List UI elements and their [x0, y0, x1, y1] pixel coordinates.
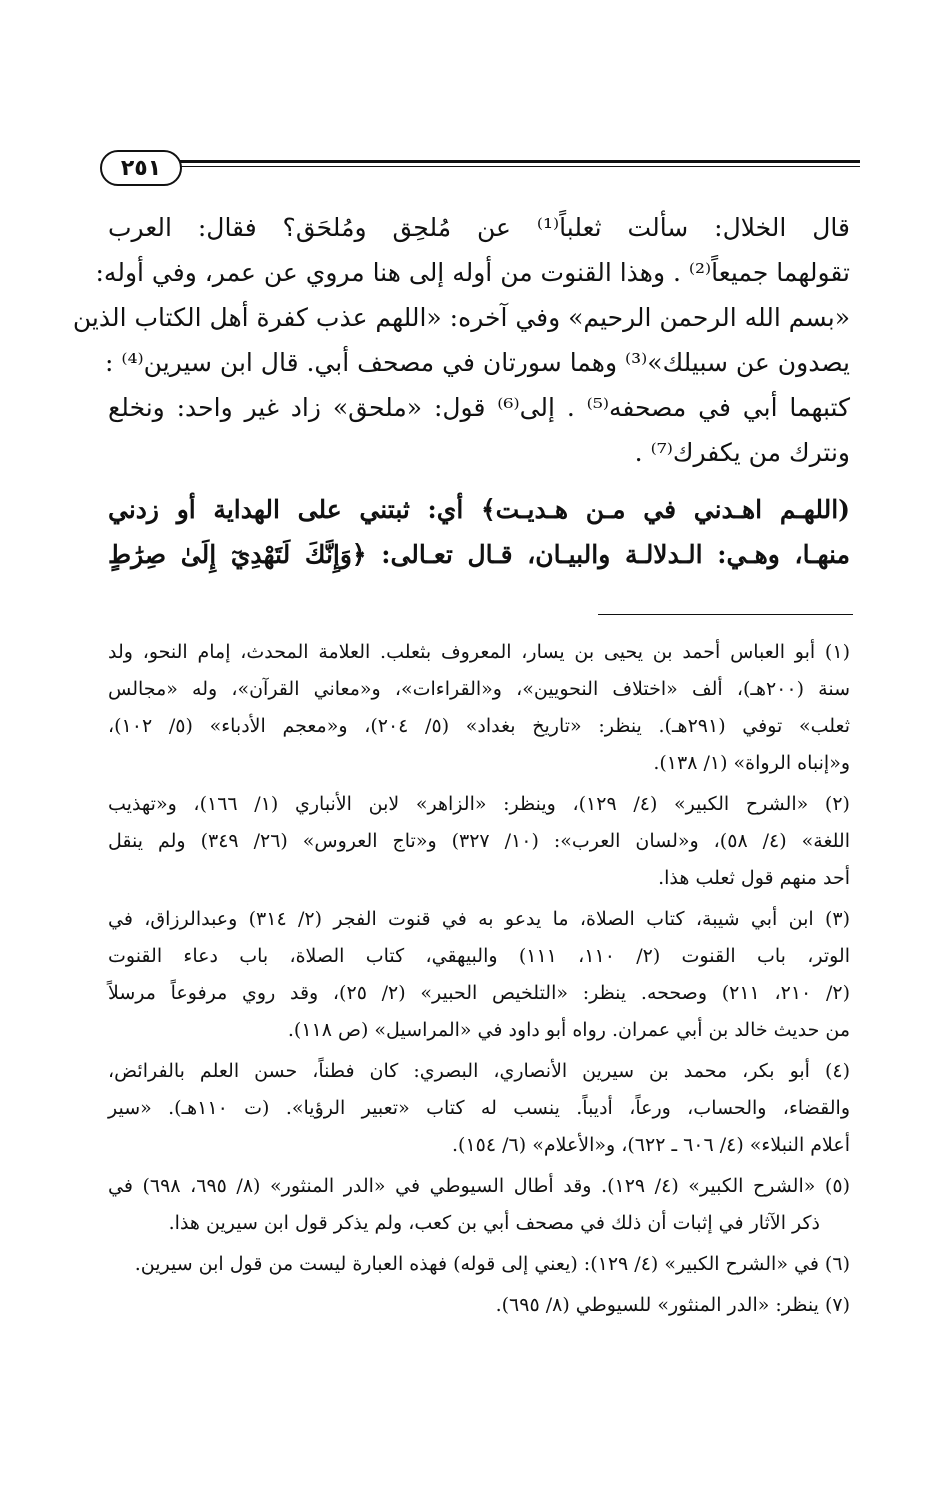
main-line-bold: (اللهـم اهـدني في مـن هـديـت﴾ أي: ثبتني على الهداية أو زدني	[108, 495, 850, 524]
footnote-line: من حديث خالد بن أبي عمران. رواه أبو داود في «المراسيل» (ص ١١٨).	[287, 1019, 850, 1041]
footnote-2	[108, 786, 850, 897]
footnote-line: (١) أبو العباس أحمد بن يحيى بن يسار، المعروف بثعلب. العلامة المحدث، إمام النحو، ولد	[108, 641, 850, 663]
footnote-line: و«إنباه الرواة» (١/ ١٣٨).	[653, 752, 850, 774]
page-header	[100, 150, 860, 190]
footnote-line: والقضاء، والحساب، ورعاً، أديباً. ينسب له كتاب «تعبير الرؤيا». (ت ١١٠هـ). «سير	[108, 1097, 850, 1119]
header-rule	[160, 160, 860, 163]
footnote-line: ذكر الآثار في إثبات أن ذلك في مصحف أبي بن كعب، ولم يذكر قول ابن سيرين هذا.	[168, 1212, 820, 1234]
footnote-line: (٥) «الشرح الكبير» (٤/ ١٢٩). وقد أطال السيوطي في «الدر المنثور» (٨/ ٦٩٥، ٦٩٨) في	[108, 1175, 850, 1197]
footnote-divider	[598, 614, 853, 615]
footnote-line: أعلام النبلاء» (٤/ ٦٠٦ ـ ٦٢٢)، و«الأعلام» (٦/ ١٥٤).	[452, 1134, 850, 1156]
footnote-1	[108, 634, 850, 782]
header-rule-thin	[160, 166, 860, 167]
footnote-line: (٣) ابن أبي شيبة، كتاب الصلاة، ما يدعو به في قنوت الفجر (٢/ ٣١٤) وعبدالرزاق، في	[108, 908, 850, 930]
page-number-badge	[100, 150, 182, 186]
footnotes	[108, 634, 850, 1328]
footnote-line: سنة (٢٠٠هـ)، ألف «اختلاف النحويين»، و«القراءات»، و«معاني القرآن»، وله «مجالس	[108, 678, 851, 700]
footnote-line: اللغة» (٤/ ٥٨)، و«لسان العرب»: (١٠/ ٣٢٧) و«تاج العروس» (٢٦/ ٣٤٩) ولم ينقل	[108, 830, 850, 852]
main-line: يصدون عن سبيلك»⁽³⁾ وهما سورتان في مصحف أبي. قال ابن سيرين⁽⁴⁾ :	[105, 348, 850, 377]
main-line: ونترك من يكفرك⁽⁷⁾ .	[634, 438, 850, 467]
main-line: «بسم الله الرحمن الرحيم» وفي آخره: «اللهم عذب كفرة أهل الكتاب الذين	[72, 303, 850, 332]
page-number: ٢٥١	[120, 155, 162, 181]
footnote-7	[108, 1287, 850, 1324]
footnote-6	[108, 1246, 850, 1283]
footnote-5	[108, 1168, 850, 1242]
footnote-line: (٢/ ٢١٠، ٢١١) وصححه. ينظر: «التلخيص الحبير» (٢/ ٢٥)، وقد روي مرفوعاً مرسلاً	[108, 982, 850, 1004]
main-line-bold: منهـا، وهـي: الـدلالـة والبيـان، قـال تعـالى: ﴿وَإِنَّكَ لَتَهْدِيٓ إِلَىٰ صِرَٰطٍ	[108, 540, 850, 569]
footnote-3	[108, 901, 850, 1049]
main-line: كتبهما أبي في مصحفه⁽⁵⁾ . إلى⁽⁶⁾ قول: «ملحق» زاد غير واحد: ونخلع	[108, 393, 850, 422]
footnote-line: أحد منهم قول ثعلب هذا.	[658, 867, 850, 889]
footnote-line: الوتر، باب القنوت (٢/ ١١٠، ١١١) والبيهقي، كتاب الصلاة، باب دعاء القنوت	[108, 945, 850, 967]
main-text	[72, 205, 850, 577]
footnote-line: (٢) «الشرح الكبير» (٤/ ١٢٩)، وينظر: «الزاهر» لابن الأنباري (١/ ١٦٦)، و«تهذيب	[108, 793, 850, 815]
footnote-4	[108, 1053, 850, 1164]
main-line: قال الخلال: سألت ثعلباً⁽¹⁾ عن مُلحِق ومُلحَق؟ فقال: العرب	[108, 213, 850, 242]
main-line: تقولهما جميعاً⁽²⁾ . وهذا القنوت من أوله إلى هنا مروي عن عمر، وفي أوله:	[95, 258, 850, 287]
footnote-line: (٤) أبو بكر، محمد بن سيرين الأنصاري، البصري: كان فطناً، حسن العلم بالفرائض،	[108, 1060, 850, 1082]
footnote-line: (٧) ينظر: «الدر المنثور» للسيوطي (٨/ ٦٩٥).	[495, 1294, 850, 1316]
footnote-line: (٦) في «الشرح الكبير» (٤/ ١٢٩): (يعني إلى قوله) فهذه العبارة ليست من قول ابن سيرين.	[134, 1253, 850, 1275]
footnote-line: ثعلب» توفي (٢٩١هـ). ينظر: «تاريخ بغداد» (٥/ ٢٠٤)، و«معجم الأدباء» (٥/ ١٠٢)،	[108, 715, 851, 737]
